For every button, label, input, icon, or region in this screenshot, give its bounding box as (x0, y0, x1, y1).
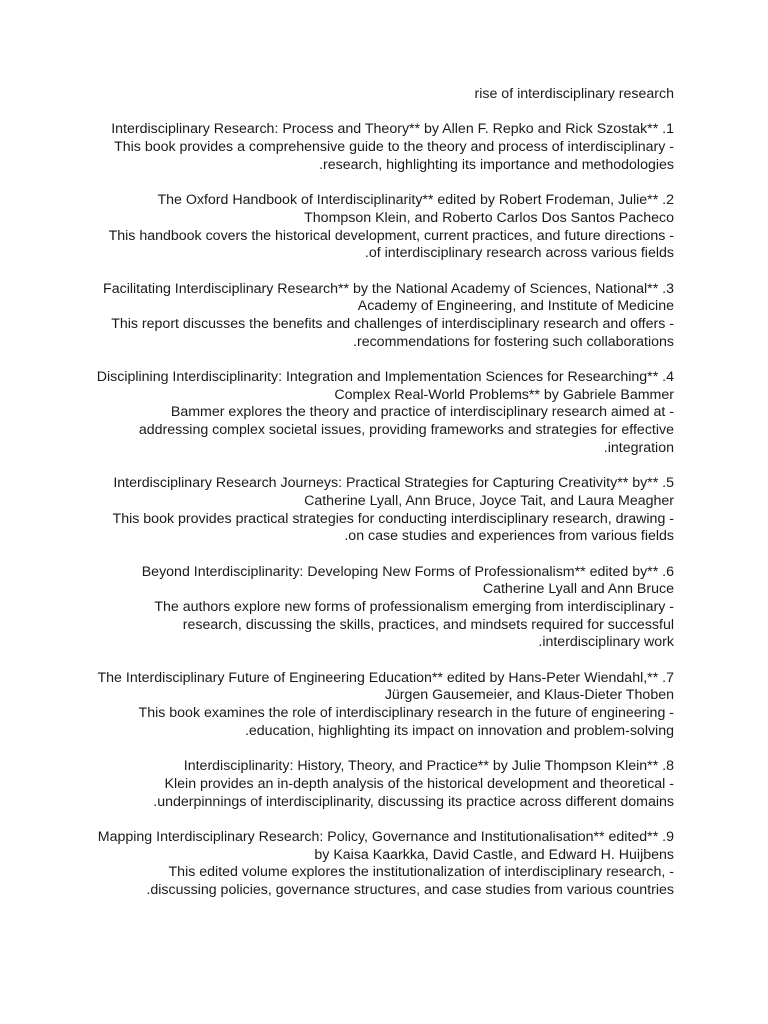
reference-text-line: .on case studies and experiences from various fields (344, 528, 674, 545)
reference-list (60, 121, 674, 899)
reference-text-line: Complex Real-World Problems** by Gabriele Bammer (334, 386, 674, 403)
reference-title-line: Mapping Interdisciplinary Research: Policy, Governance and Institutionalisation** edited** .9 (97, 828, 674, 845)
reference-text-line: .of interdisciplinary research across various fields (364, 245, 674, 262)
reference-text-line: .integration (603, 439, 674, 456)
reference-title-line: Interdisciplinary Research Journeys: Practical Strategies for Capturing Creativity** by** .5 (113, 475, 674, 492)
reference-text-line: This handbook covers the historical development, current practices, and future directions - (108, 227, 674, 244)
reference-text-line: .interdisciplinary work (538, 634, 674, 651)
reference-text-line: This edited volume explores the institutionalization of interdisciplinary research, - (168, 864, 674, 881)
reference-text-line: This book provides a comprehensive guide to the theory and process of interdisciplinary - (114, 139, 674, 156)
reference-text-line: Jürgen Gausemeier, and Klaus-Dieter Thoben (384, 687, 674, 704)
reference-text-line: by Kaisa Kaarkka, David Castle, and Edward H. Huijbens (314, 846, 674, 863)
reference-text-line: Catherine Lyall, Ann Bruce, Joyce Tait, and Laura Meagher (304, 492, 674, 509)
reference-text-line: research, discussing the skills, practices, and mindsets required for successful (182, 616, 674, 633)
reference-text-line: .discussing policies, governance structures, and case studies from various countries (146, 881, 674, 898)
reference-text-line: This book provides practical strategies for conducting interdisciplinary research, drawing - (112, 510, 674, 527)
reference-entry (60, 829, 674, 900)
reference-entry (60, 670, 674, 741)
reference-entry (60, 281, 674, 352)
reference-title-line: Beyond Interdisciplinarity: Developing New Forms of Professionalism** edited by** .6 (141, 563, 674, 580)
reference-entry (60, 369, 674, 457)
reference-title-line: The Oxford Handbook of Interdisciplinarity** edited by Robert Frodeman, Julie** .2 (157, 192, 674, 209)
reference-title-line: Interdisciplinary Research: Process and Theory** by Allen F. Repko and Rick Szostak** .1 (111, 121, 674, 138)
reference-entry (60, 475, 674, 546)
document-heading: rise of interdisciplinary research (474, 86, 674, 102)
document-body (60, 86, 674, 917)
reference-text-line: Thompson Klein, and Roberto Carlos Dos Santos Pacheco (304, 209, 674, 226)
reference-title-line: Disciplining Interdisciplinarity: Integration and Implementation Sciences for Researching** .4 (96, 369, 674, 385)
reference-title-line: Facilitating Interdisciplinary Research** by the National Academy of Sciences, National** .3 (103, 280, 674, 297)
reference-text-line: .research, highlighting its importance and methodologies (319, 156, 674, 173)
reference-text-line: Academy of Engineering, and Institute of Medicine (357, 298, 674, 315)
reference-title-line: The Interdisciplinary Future of Engineering Education** edited by Hans-Peter Wiendahl,** .7 (97, 669, 674, 686)
reference-text-line: This report discusses the benefits and challenges of interdisciplinary research and offers - (111, 315, 674, 332)
reference-entry (60, 564, 674, 652)
reference-entry (60, 758, 674, 811)
reference-text-line: .education, highlighting its impact on innovation and problem-solving (244, 722, 674, 739)
reference-text-line: The authors explore new forms of professionalism emerging from interdisciplinary - (154, 598, 674, 615)
reference-text-line: This book examines the role of interdisciplinary research in the future of engineering - (138, 705, 674, 722)
reference-text-line: Catherine Lyall and Ann Bruce (482, 581, 674, 598)
reference-text-line: addressing complex societal issues, providing frameworks and strategies for effective (138, 422, 674, 439)
reference-title-line: Interdisciplinarity: History, Theory, and Practice** by Julie Thompson Klein** .8 (183, 758, 674, 775)
reference-entry (60, 192, 674, 263)
reference-text-line: .underpinnings of interdisciplinarity, discussing its practice across different domains (153, 793, 674, 810)
reference-text-line: .recommendations for fostering such collaborations (353, 333, 674, 350)
reference-text-line: Bammer explores the theory and practice of interdisciplinary research aimed at - (170, 404, 674, 421)
reference-text-line: Klein provides an in-depth analysis of the historical development and theoretical - (164, 775, 674, 792)
reference-entry (60, 121, 674, 174)
